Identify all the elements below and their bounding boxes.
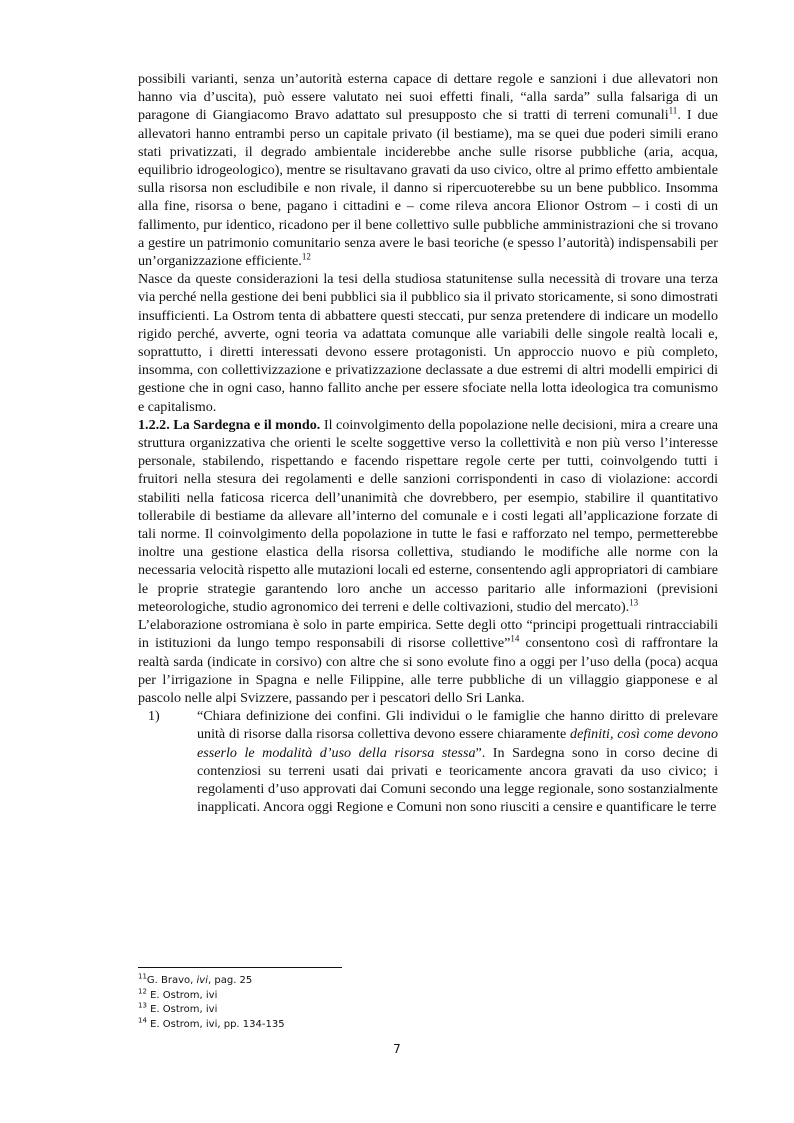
footnote-11 <box>138 974 718 989</box>
footnote-number: 13 <box>138 1001 147 1010</box>
footnote-number: 14 <box>138 1016 147 1025</box>
paragraph-1-text-b: . I due allevatori hanno entrambi perso un capitale privato (il bestiame), ma se quei due poderi simili erano stati privatizzati, il degrado ambientale inciderebbe anche sulle risorse pubbliche (aria, acqua, equilibrio idrogeologico), mentre se risultavano gravati da uso civico, oltre al primo effetto ambientale sulla risorsa non escludibile e non rivale, il danno si ripercuoterebbe su un bene pubblico. Insomma alla fine, risorsa o bene, pagano i cittadini e – come rileva ancora Elionor Ostrom – i costi di un fallimento, pur identico, ricadono per il bene collettivo sulle pubbliche amministrazioni che si trovano a gestire un patrimonio comunitario senza avere le basi teoriche (e spesso l’autorità) indispensabili per un’organizzazione efficiente. <box>138 107 718 270</box>
footnote-text: E. Ostrom, ivi <box>146 989 218 1001</box>
list-item-italic: definiti, così come devono esserlo le modalità d’uso della risorsa stessa <box>197 726 718 761</box>
footnote-text: E. Ostrom, ivi <box>146 1004 218 1015</box>
footnote-text: E. Ostrom, ivi, pp. 134-135 <box>146 1018 285 1030</box>
list-item-text-a: “Chiara definizione dei confini. Gli individui o le famiglie che hanno diritto di prelevare unità di risorse dalla risorsa collettiva devono essere chiaramente <box>197 708 718 743</box>
paragraph-2: Nasce da queste considerazioni la tesi della studiosa statunitense sulla necessità di trovare una terza via perché nella gestione dei beni pubblici sia il pubblico sia il privato storicamente, si sono dimostrati insufficienti. La Ostrom tenta di abbattere questi steccati, pur senza pretendere di indicare un modello rigido perché, avverte, ogni teoria va adattata comunque alle variabili delle singole realtà locali e, soprattutto, i diretti interessati devono essere protagonisti. Un approccio nuovo e più completo, insomma, con collettivizzazione e privatizzazione declassate a due estremi di altri modelli empirici di gestione che in ogni caso, hanno fallito anche per essere sfociate nella lotta ideologica tra comunismo e capitalismo. <box>138 271 718 415</box>
footnote-ref-12[interactable]: 12 <box>301 251 311 262</box>
footnote-number: 12 <box>138 987 147 996</box>
page-number: 7 <box>393 1042 401 1056</box>
paragraph-4 <box>138 616 718 707</box>
footnote-number: 11 <box>138 972 147 981</box>
footnote-divider <box>138 967 342 968</box>
footnote-ref-14[interactable]: 14 <box>510 633 520 644</box>
footnote-ref-11[interactable]: 11 <box>668 105 678 116</box>
paragraph-4-text-b: consentono così di raffrontare la realtà sarda (indicate in corsivo) con altre che si sono evolute fino a oggi per l’uso della (poca) acqua per l’irrigazione in Spagna e nelle Filippine, alle terre pubbliche di un villaggio giapponese e al pascolo nelle alpi Svizzere, passando per i pescatori dello Sri Lanka. <box>138 635 719 706</box>
footnote-ref-13[interactable]: 13 <box>629 597 639 608</box>
paragraph-1-text-a: possibili varianti, senza un’autorità esterna capace di dettare regole e sanzioni i due allevatori non hanno via d’uscita), può essere valutato nei suoi effetti finali, “alla sarda” sulla falsariga di un paragone di Giangiacomo Bravo adattato sul presupposto che si tratti di terreni comunali <box>138 71 718 124</box>
footnote-14 <box>138 1018 718 1033</box>
page-body <box>138 70 718 816</box>
footnote-13 <box>138 1003 718 1018</box>
list-item-number: 1) <box>148 708 160 725</box>
principles-list <box>138 707 718 816</box>
footnotes <box>138 974 718 1032</box>
list-item <box>138 707 718 816</box>
paragraph-3 <box>138 416 718 616</box>
section-heading: 1.2.2. La Sardegna e il mondo. <box>138 416 321 433</box>
footnote-italic: ivi <box>196 975 209 986</box>
footnote-text-tail: , pag. 25 <box>208 975 253 986</box>
footnote-12 <box>138 989 718 1004</box>
paragraph-1 <box>138 70 718 270</box>
footnote-text: G. Bravo, <box>146 975 197 986</box>
paragraph-4-text-a: L’elaborazione ostromiana è solo in parte empirica. Sette degli otto “principi progettuali rintracciabili in istituzioni da lungo tempo responsabili di risorse collettive” <box>138 617 718 652</box>
list-item-text-b: ”. In Sardegna sono in corso decine di contenziosi su terreni usati dai privati e teoricamente ancora gravati da uso civico; i regolamenti d’uso approvati dai Comuni secondo una legge regionale, sono sostanzialmente inapplicati. Ancora oggi Regione e Comuni non sono riusciti a censire e quantificare le terre <box>197 744 718 816</box>
paragraph-3-text: Il coinvolgimento della popolazione nelle decisioni, mira a creare una struttura organizzativa che orienti le scelte soggettive verso la collettività e non più verso l’interesse personale, stabilendo, rispettando e facendo rispettare regole certe per tutti, coinvolgendo tutti i fruitori nella stesura dei regolamenti e delle sanzioni corrispondenti in caso di violazione: accordi stabiliti nella faticosa ricerca dell’unanimità che dovrebbero, per esempio, stabilire il quantitativo tollerabile di bestiame da allevare all’interno del comunale e i costi legati all’applicazione forzate di tali norme. Il coinvolgimento della popolazione in tutte le fasi e rafforzato nel tempo, permetterebbe inoltre una gestione elastica della risorsa collettiva, studiando le modifiche alle norme con la necessaria velocità rispetto alle mutazioni locali ed esterne, consentendo agli appropriatori di cambiare le proprie strategie garantendo loro anche un accesso paritario alle informazioni (previsioni meteorologiche, studio agronomico dei terreni e delle coltivazioni, studio del mercato). <box>138 416 718 615</box>
